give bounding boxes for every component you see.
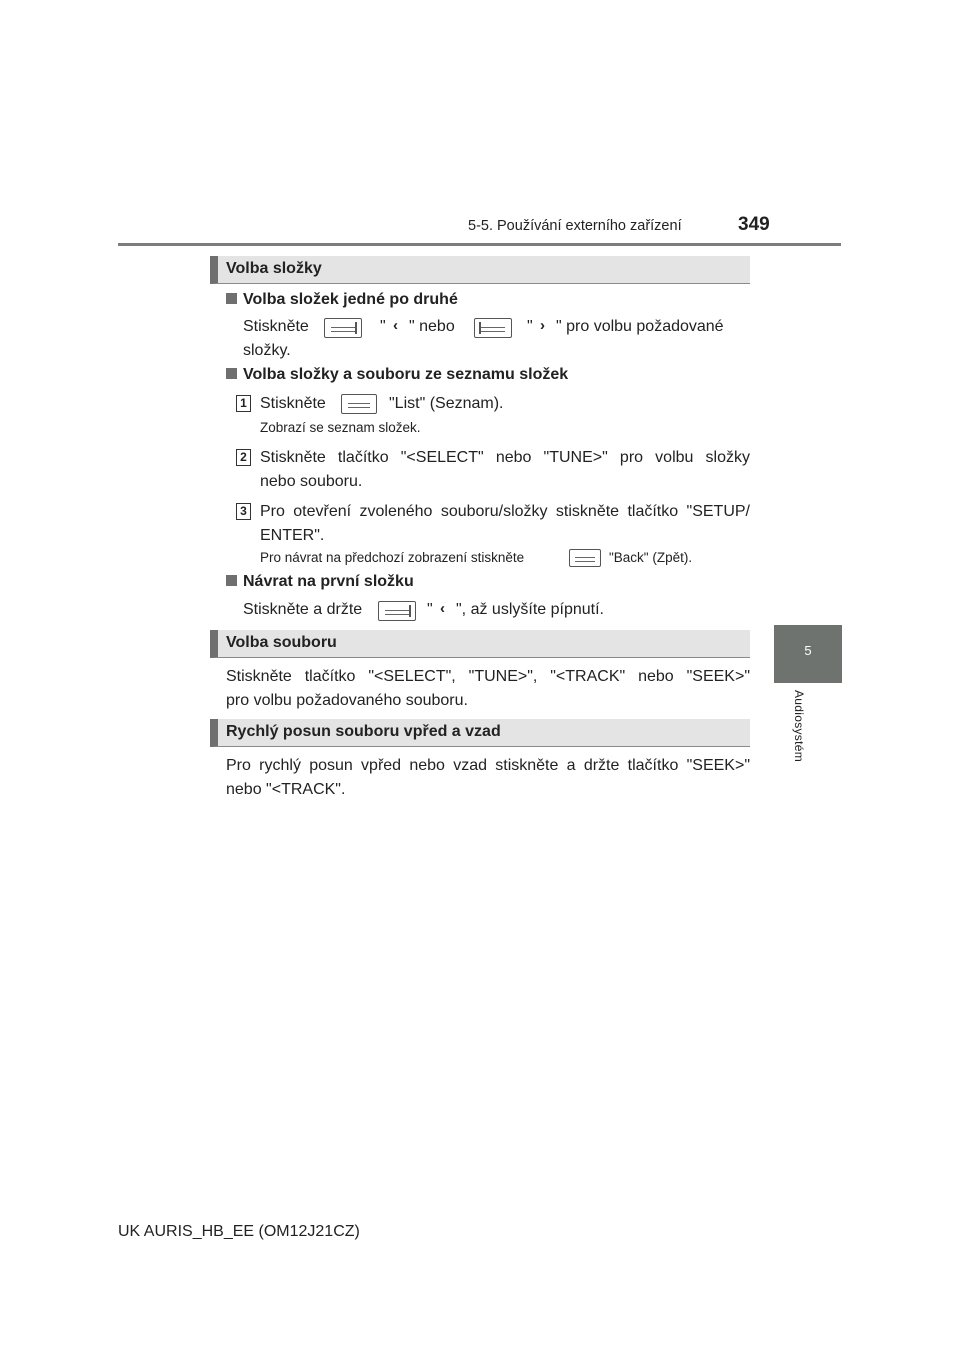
subheading-return-first-folder <box>226 573 414 591</box>
text-press: Stiskněte <box>243 318 309 335</box>
chevron-left-icon: ‹ <box>440 600 445 617</box>
list-button-icon <box>341 394 377 414</box>
section-heading-folder <box>210 256 750 284</box>
text-line: složky. <box>243 342 291 359</box>
file-text-line1: Stiskněte tlačítko "<SELECT", "TUNE>", "<TRACK" nebo "SEEK>" <box>226 668 750 685</box>
square-bullet-icon <box>226 575 237 586</box>
text-line-end: " pro volbu požadované <box>556 318 724 335</box>
header-divider <box>118 243 841 246</box>
page-number: 349 <box>738 214 770 235</box>
step-3-line2: ENTER". <box>260 527 325 544</box>
text-hold: Stiskněte a držte <box>243 601 363 618</box>
seek-left-button-icon <box>324 318 362 338</box>
step-number-1: 1 <box>236 395 251 412</box>
step-3-note-after: "Back" (Zpět). <box>609 550 693 565</box>
step-1-after: "List" (Seznam). <box>389 395 504 412</box>
section-title: Rychlý posun souboru vpřed a vzad <box>226 723 501 740</box>
section-title: Volba souboru <box>226 634 337 651</box>
subheading-folder-from-list <box>226 366 568 384</box>
step-2-line1: Stiskněte tlačítko "<SELECT" nebo "TUNE>" pro volbu složky <box>260 449 750 466</box>
seek-right-button-icon <box>474 318 512 338</box>
chapter-label: Audiosystém <box>792 690 806 762</box>
text-quote: " <box>427 601 433 618</box>
step-number-2: 2 <box>236 449 251 466</box>
fast-text-line1: Pro rychlý posun vpřed nebo vzad stiskněte a držte tlačítko "SEEK>" <box>226 757 750 774</box>
square-bullet-icon <box>226 368 237 379</box>
document-code: UK AURIS_HB_EE (OM12J21CZ) <box>118 1223 360 1240</box>
chevron-left-icon: ‹ <box>393 317 398 334</box>
subheading-text: Volba složky a souboru ze seznamu složek <box>243 366 569 383</box>
section-heading-fast-forward <box>210 719 750 747</box>
section-heading-file <box>210 630 750 658</box>
step-3-line1: Pro otevření zvoleného souboru/složky stiskněte tlačítko "SETUP/ <box>260 503 750 520</box>
text-quote: " <box>380 318 386 335</box>
text-quote: " <box>527 318 533 335</box>
step-1-text: Stiskněte <box>260 395 326 412</box>
fast-text-line2: nebo "<TRACK". <box>226 781 346 798</box>
chapter-number: 5 <box>804 643 812 658</box>
back-button-icon <box>569 549 601 567</box>
running-header: 5-5. Používání externího zařízení <box>468 218 682 234</box>
seek-left-button-icon <box>378 601 416 621</box>
section-title: Volba složky <box>226 260 322 277</box>
chapter-tab <box>774 625 842 683</box>
step-number-3: 3 <box>236 503 251 520</box>
step-1-note: Zobrazí se seznam složek. <box>260 420 421 435</box>
subheading-text: Volba složek jedné po druhé <box>243 291 458 308</box>
square-bullet-icon <box>226 293 237 304</box>
subheading-text: Návrat na první složku <box>243 573 414 590</box>
text-quote-nebo: " nebo <box>409 318 455 335</box>
step-3-note: Pro návrat na předchozí zobrazení stiskněte <box>260 550 525 565</box>
subheading-folder-one-by-one <box>226 291 458 309</box>
file-text-line2: pro volbu požadovaného souboru. <box>226 692 468 709</box>
text-after: ", až uslyšíte pípnutí. <box>456 601 604 618</box>
chevron-right-icon: › <box>540 317 545 334</box>
step-2-line2: nebo souboru. <box>260 473 363 490</box>
